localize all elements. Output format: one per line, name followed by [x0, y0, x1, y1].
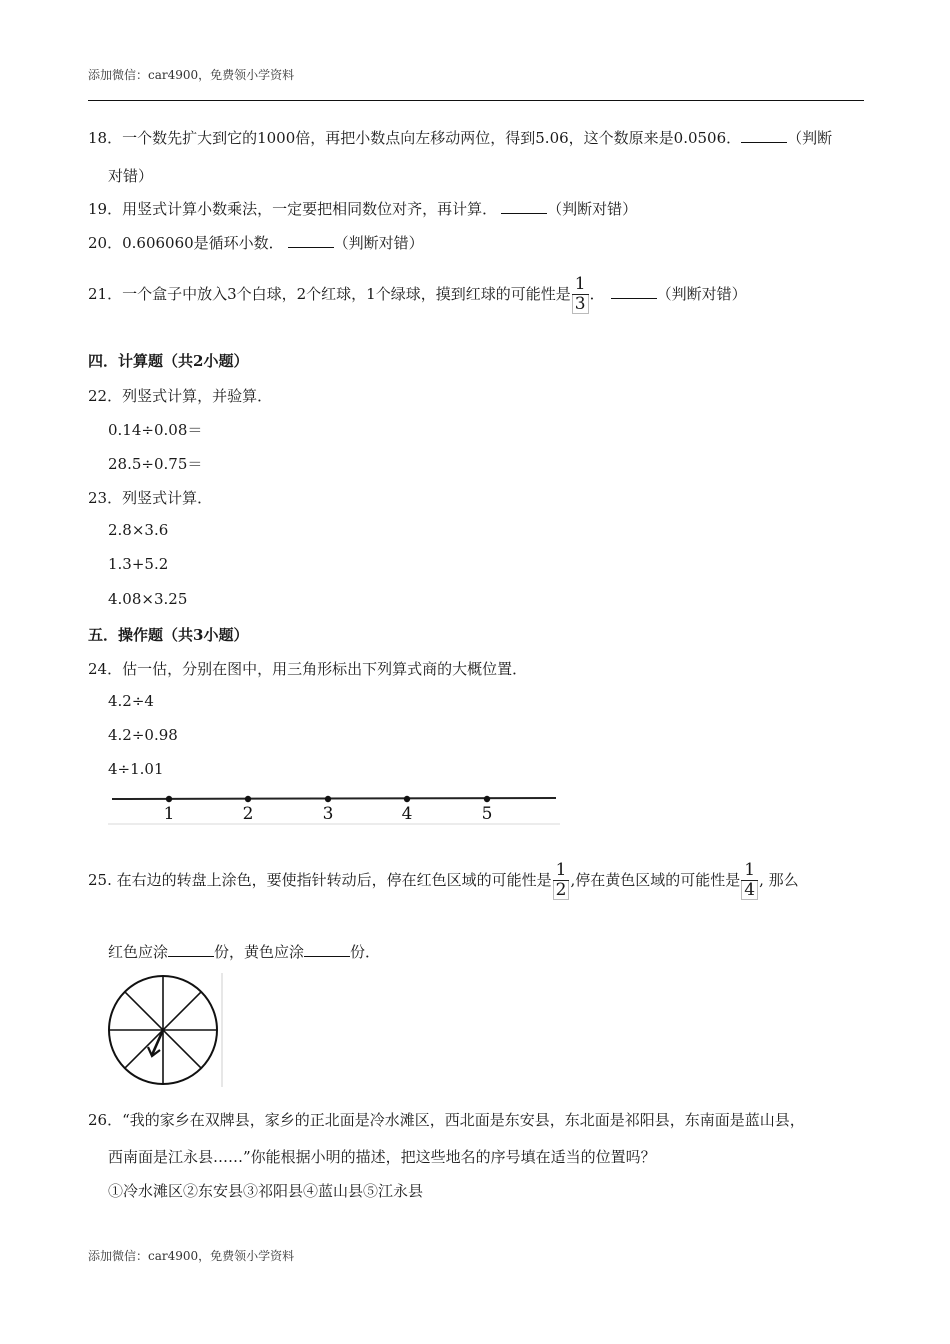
q24-stem: 24．估一估，分别在图中，用三角形标出下列算式商的大概位置． [88, 660, 528, 678]
q20-text: 20．0.606060是循环小数． [88, 234, 284, 252]
question-20 [88, 232, 424, 253]
q25-red-blank[interactable] [168, 942, 214, 957]
number-line-svg [108, 788, 560, 826]
q22-item-2: 28.5÷0.75＝ [108, 455, 203, 473]
page-header: 添加微信：car4900，免费领小学资料 [88, 68, 295, 82]
q19-text: 19．用竖式计算小数乘法，一定要把相同数位对齐，再计算． [88, 200, 498, 218]
q23-item-3: 4.08×3.25 [108, 590, 188, 608]
q25-text-end: , 那么 [759, 871, 799, 889]
q18-text: 18．一个数先扩大到它的1000倍，再把小数点向左移动两位，得到5.06，这个数原来是0.0506． [88, 129, 742, 147]
q24-item-2: 4.2÷0.98 [108, 726, 178, 744]
spinner-svg [106, 973, 224, 1089]
q24-item-3: 4÷1.01 [108, 760, 164, 778]
q25-line2-end: 份． [350, 943, 381, 961]
tick-dot-2 [245, 796, 251, 802]
q25-text-mid: ,停在黄色区域的可能性是 [570, 871, 741, 889]
q25-yellow-numerator: 1 [741, 862, 758, 881]
q25-red-numerator: 1 [553, 862, 570, 881]
q26-line2: 西南面是江永县……”你能根据小明的描述，把这些地名的序号填在适当的位置吗？ [108, 1148, 656, 1166]
q18-answer-blank[interactable] [741, 128, 787, 143]
q25-line2 [108, 941, 380, 962]
q25-yellow-label: 份，黄色应涂 [214, 943, 305, 961]
q21-period: ． [589, 285, 605, 303]
tick-label-5: 5 [481, 804, 493, 824]
tick-label-3: 3 [322, 804, 334, 824]
section-5-title: 五．操作题（共3小题） [88, 626, 249, 644]
question-19 [88, 198, 637, 219]
q21-fraction-denominator: 3 [572, 295, 589, 314]
q23-stem: 23．列竖式计算． [88, 489, 213, 507]
tick-dot-5 [484, 796, 490, 802]
q21-answer-blank[interactable] [611, 284, 657, 299]
tick-label-4: 4 [401, 804, 413, 824]
q18-text-line2: 对错） [108, 167, 154, 185]
q23-item-2: 1.3+5.2 [108, 555, 169, 573]
tick-dot-1 [166, 796, 172, 802]
question-18 [88, 127, 832, 148]
tick-label-2: 2 [242, 804, 254, 824]
q23-item-1: 2.8×3.6 [108, 521, 169, 539]
number-line-figure [108, 788, 560, 826]
spinner-figure [106, 973, 224, 1089]
q25-red-denominator: 2 [553, 881, 570, 900]
q25-text: 25. 在右边的转盘上涂色，要使指针转动后，停在红色区域的可能性是 [88, 871, 552, 889]
section-4-title: 四．计算题（共2小题） [88, 352, 249, 370]
q21-text: 21．一个盒子中放入3个白球，2个红球，1个绿球，摸到红球的可能性是 [88, 285, 571, 303]
q21-fraction [572, 276, 589, 314]
q26-line3: ①冷水滩区②东安县③祁阳县④蓝山县⑤江永县 [108, 1182, 424, 1200]
q18-judge-label: （判断 [787, 129, 833, 147]
question-25 [88, 862, 799, 900]
q22-item-1: 0.14÷0.08＝ [108, 421, 203, 439]
tick-dot-4 [404, 796, 410, 802]
q25-fraction-red [553, 862, 570, 900]
q19-answer-blank[interactable] [501, 199, 547, 214]
q21-fraction-numerator: 1 [572, 276, 589, 295]
header-divider [88, 100, 864, 101]
q20-answer-blank[interactable] [288, 233, 334, 248]
q22-stem: 22．列竖式计算，并验算． [88, 387, 273, 405]
q20-judge-label: （判断对错） [333, 234, 424, 252]
q21-judge-label: （判断对错） [656, 285, 747, 303]
tick-label-1: 1 [163, 804, 175, 824]
q26-line1: 26．“我的家乡在双牌县，家乡的正北面是冷水滩区，西北面是东安县，东北面是祁阳县，东南面是蓝山县， [88, 1111, 805, 1129]
q25-fraction-yellow [741, 862, 758, 900]
q19-judge-label: （判断对错） [547, 200, 638, 218]
q25-yellow-denominator: 4 [741, 881, 758, 900]
q25-red-label: 红色应涂 [108, 943, 169, 961]
question-21 [88, 276, 747, 314]
tick-dot-3 [325, 796, 331, 802]
q24-item-1: 4.2÷4 [108, 692, 154, 710]
q25-yellow-blank[interactable] [304, 942, 350, 957]
page-footer: 添加微信：car4900，免费领小学资料 [88, 1249, 295, 1263]
